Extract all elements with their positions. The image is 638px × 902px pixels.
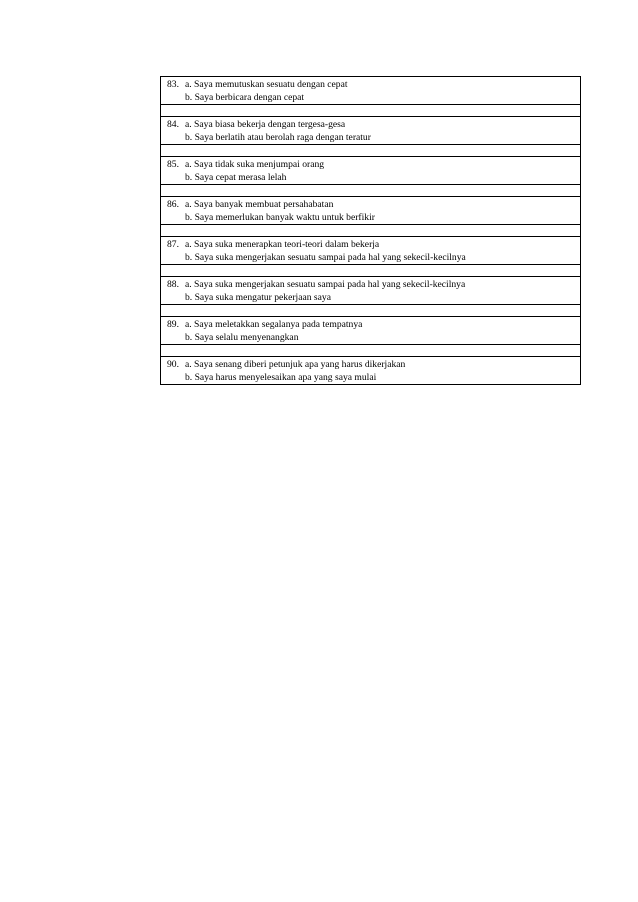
option-a-text: a. Saya senang diberi petunjuk apa yang harus dikerjakan <box>185 359 406 370</box>
table-row <box>161 197 581 225</box>
questionnaire-body <box>161 77 581 385</box>
question-number: 85. <box>167 159 179 170</box>
spacer-row <box>161 225 581 237</box>
spacer-cell <box>161 265 581 277</box>
question-number: 83. <box>167 79 179 90</box>
option-b-text: b. Saya harus menyelesaikan apa yang saya mulai <box>185 372 377 383</box>
option-a-text: a. Saya tidak suka menjumpai orang <box>185 159 325 170</box>
option-b-line <box>161 331 580 344</box>
option-a-line <box>161 358 580 371</box>
table-row <box>161 317 581 345</box>
option-b-line <box>161 291 580 304</box>
spacer-row <box>161 305 581 317</box>
option-a-line <box>161 318 580 331</box>
question-cell <box>161 197 581 225</box>
spacer-cell <box>161 145 581 157</box>
option-b-line <box>161 91 580 104</box>
table-row <box>161 117 581 145</box>
spacer-row <box>161 185 581 197</box>
option-b-text: b. Saya berbicara dengan cepat <box>185 92 305 103</box>
question-number: 88. <box>167 279 179 290</box>
option-a-text: a. Saya biasa bekerja dengan tergesa-gesa <box>185 119 346 130</box>
questionnaire-table <box>160 76 581 385</box>
question-cell <box>161 277 581 305</box>
option-b-text: b. Saya berlatih atau berolah raga dengan teratur <box>185 132 371 143</box>
question-cell <box>161 317 581 345</box>
option-a-text: a. Saya suka mengerjakan sesuatu sampai pada hal yang sekecil-kecilnya <box>185 279 466 290</box>
option-b-line <box>161 251 580 264</box>
option-a-line <box>161 158 580 171</box>
option-b-text: b. Saya selalu menyenangkan <box>185 332 299 343</box>
spacer-cell <box>161 305 581 317</box>
option-b-text: b. Saya cepat merasa lelah <box>185 172 287 183</box>
question-cell <box>161 77 581 105</box>
question-number: 86. <box>167 199 179 210</box>
question-cell <box>161 117 581 145</box>
question-number: 89. <box>167 319 179 330</box>
table-row <box>161 77 581 105</box>
option-b-text: b. Saya suka mengerjakan sesuatu sampai pada hal yang sekecil-kecilnya <box>185 252 466 263</box>
table-row <box>161 277 581 305</box>
option-a-text: a. Saya meletakkan segalanya pada tempatnya <box>185 319 363 330</box>
question-number: 90. <box>167 359 179 370</box>
option-b-line <box>161 371 580 384</box>
option-a-line <box>161 238 580 251</box>
table-row <box>161 237 581 265</box>
option-a-line <box>161 278 580 291</box>
option-b-line <box>161 171 580 184</box>
spacer-row <box>161 265 581 277</box>
spacer-row <box>161 345 581 357</box>
question-cell <box>161 157 581 185</box>
option-a-line <box>161 78 580 91</box>
question-number: 84. <box>167 119 179 130</box>
option-a-text: a. Saya banyak membuat persahabatan <box>185 199 334 210</box>
spacer-row <box>161 105 581 117</box>
spacer-row <box>161 145 581 157</box>
option-b-line <box>161 131 580 144</box>
question-cell <box>161 357 581 385</box>
option-b-text: b. Saya memerlukan banyak waktu untuk berfikir <box>185 212 375 223</box>
spacer-cell <box>161 225 581 237</box>
question-number: 87. <box>167 239 179 250</box>
spacer-cell <box>161 185 581 197</box>
table-row <box>161 357 581 385</box>
spacer-cell <box>161 345 581 357</box>
question-cell <box>161 237 581 265</box>
option-a-line <box>161 198 580 211</box>
table-row <box>161 157 581 185</box>
option-b-line <box>161 211 580 224</box>
option-a-line <box>161 118 580 131</box>
option-a-text: a. Saya suka menerapkan teori-teori dalam bekerja <box>185 239 380 250</box>
option-a-text: a. Saya memutuskan sesuatu dengan cepat <box>185 79 348 90</box>
option-b-text: b. Saya suka mengatur pekerjaan saya <box>185 292 331 303</box>
spacer-cell <box>161 105 581 117</box>
